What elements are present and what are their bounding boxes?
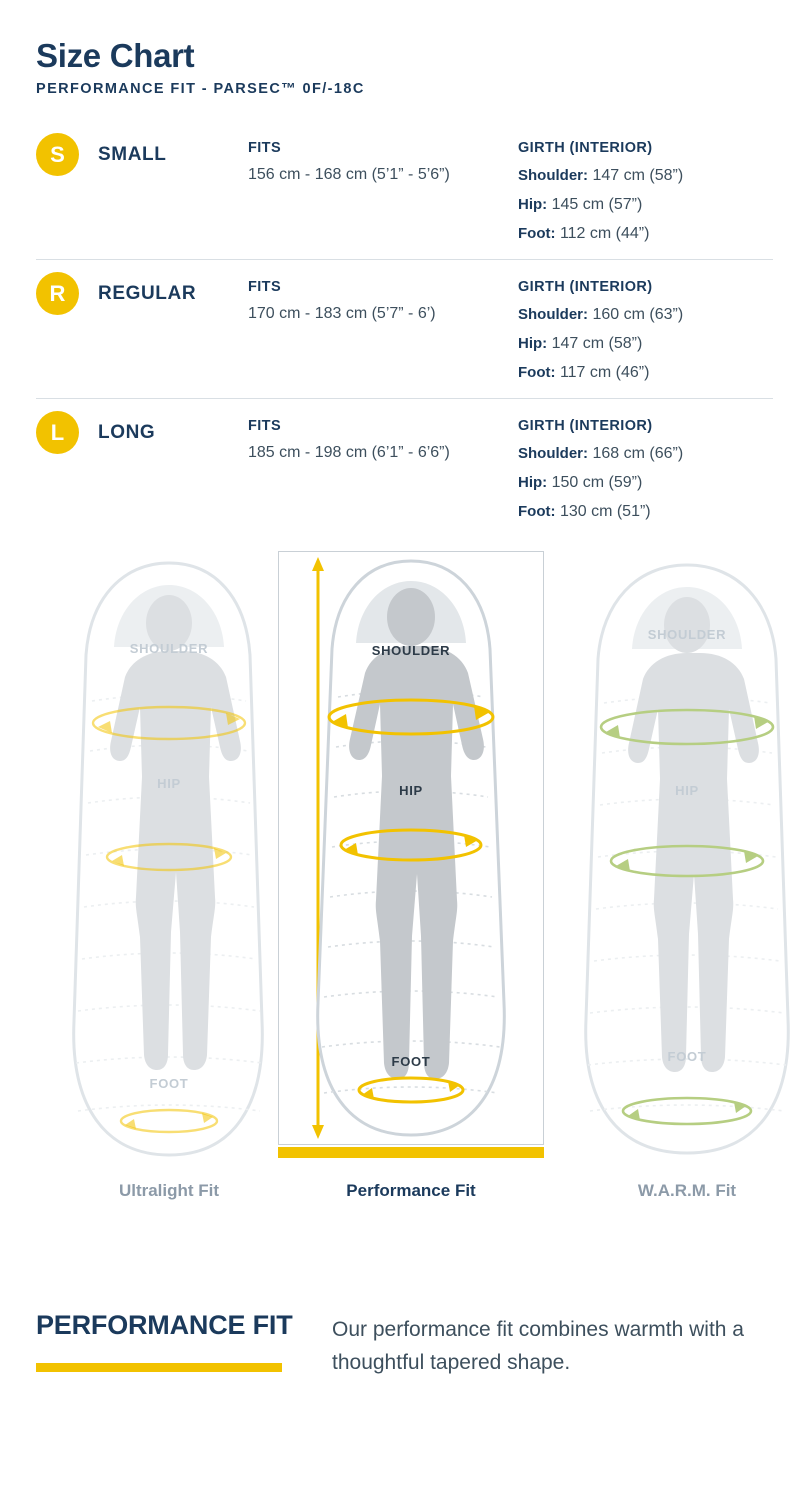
footer-heading: PERFORMANCE FIT — [36, 1310, 293, 1340]
girth-hip-value: 147 cm (58”) — [551, 335, 643, 353]
zone-label-hip: HIP — [675, 783, 699, 799]
girth-foot — [518, 225, 773, 243]
figure-warm-fit — [562, 551, 809, 1171]
figure-ultralight-fit — [44, 551, 294, 1171]
zone-label-hip: HIP — [399, 783, 423, 799]
fits-value: 170 cm - 183 cm (5’7” - 6’) — [248, 305, 436, 323]
girth-shoulder-value: 147 cm (58”) — [592, 167, 684, 185]
size-name-regular: REGULAR — [98, 283, 197, 305]
zone-label-shoulder: SHOULDER — [129, 641, 209, 657]
girth-foot-label: Foot: — [518, 503, 556, 521]
zone-label-shoulder: SHOULDER — [371, 643, 451, 659]
size-name-small: SMALL — [98, 144, 167, 166]
size-table — [36, 121, 773, 537]
size-badge-small: S — [36, 133, 79, 176]
fit-comparison-figures — [36, 551, 773, 1211]
fits-column — [248, 140, 518, 184]
zone-label-hip: HIP — [157, 776, 181, 792]
page-title: Size Chart — [36, 37, 195, 74]
page-header — [36, 0, 773, 97]
girth-column — [518, 140, 773, 243]
size-badge-regular: R — [36, 272, 79, 315]
footer-section — [36, 1310, 773, 1379]
girth-column — [518, 418, 773, 521]
girth-foot-value: 112 cm (44”) — [559, 225, 650, 243]
girth-hip-label: Hip: — [518, 474, 548, 492]
fits-label: FITS — [248, 279, 282, 296]
zone-label-shoulder: SHOULDER — [647, 627, 727, 643]
girth-foot — [518, 364, 773, 382]
table-row — [36, 259, 773, 398]
fits-value: 185 cm - 198 cm (6’1” - 6’6”) — [248, 444, 450, 462]
fits-value: 156 cm - 168 cm (5’1” - 5’6”) — [248, 166, 450, 184]
girth-shoulder — [518, 167, 773, 185]
size-name-long: LONG — [98, 422, 156, 444]
girth-shoulder-value: 168 cm (66”) — [592, 445, 684, 463]
girth-foot-label: Foot: — [518, 364, 556, 382]
girth-label: GIRTH (INTERIOR) — [518, 140, 653, 157]
size-badge-long: L — [36, 411, 79, 454]
figure-performance-fit — [278, 551, 544, 1171]
warm-bag-diagram — [562, 551, 809, 1171]
girth-label: GIRTH (INTERIOR) — [518, 279, 653, 296]
zone-label-foot: FOOT — [149, 1076, 189, 1092]
girth-hip — [518, 196, 773, 214]
girth-foot-label: Foot: — [518, 225, 556, 243]
girth-shoulder — [518, 306, 773, 324]
figure-caption-ultralight: Ultralight Fit — [118, 1181, 220, 1201]
girth-hip-value: 150 cm (59”) — [551, 474, 643, 492]
footer-rule — [36, 1363, 282, 1372]
fits-column — [248, 418, 518, 462]
girth-foot — [518, 503, 773, 521]
figure-caption-performance: Performance Fit — [346, 1181, 476, 1201]
girth-hip — [518, 335, 773, 353]
girth-label: GIRTH (INTERIOR) — [518, 418, 653, 435]
girth-foot-value: 117 cm (46”) — [559, 364, 650, 382]
girth-shoulder-value: 160 cm (63”) — [592, 306, 684, 324]
fits-column — [248, 279, 518, 323]
footer-left — [36, 1310, 332, 1379]
girth-hip-value: 145 cm (57”) — [551, 196, 643, 214]
girth-shoulder-label: Shoulder: — [518, 306, 588, 324]
table-row — [36, 398, 773, 537]
zone-label-foot: FOOT — [391, 1054, 431, 1070]
girth-shoulder — [518, 445, 773, 463]
girth-hip — [518, 474, 773, 492]
fits-label: FITS — [248, 418, 282, 435]
girth-hip-label: Hip: — [518, 335, 548, 353]
page-subtitle: PERFORMANCE FIT - PARSEC™ 0F/-18C — [36, 81, 365, 98]
girth-hip-label: Hip: — [518, 196, 548, 214]
girth-shoulder-label: Shoulder: — [518, 445, 588, 463]
girth-column — [518, 279, 773, 382]
table-row — [36, 121, 773, 259]
fits-label: FITS — [248, 140, 282, 157]
girth-shoulder-label: Shoulder: — [518, 167, 588, 185]
figure-caption-warm: W.A.R.M. Fit — [637, 1181, 737, 1201]
girth-foot-value: 130 cm (51”) — [559, 503, 651, 521]
zone-label-foot: FOOT — [667, 1049, 707, 1065]
footer-body: Our performance fit combines warmth with a thoughtful tapered shape. — [332, 1318, 744, 1374]
